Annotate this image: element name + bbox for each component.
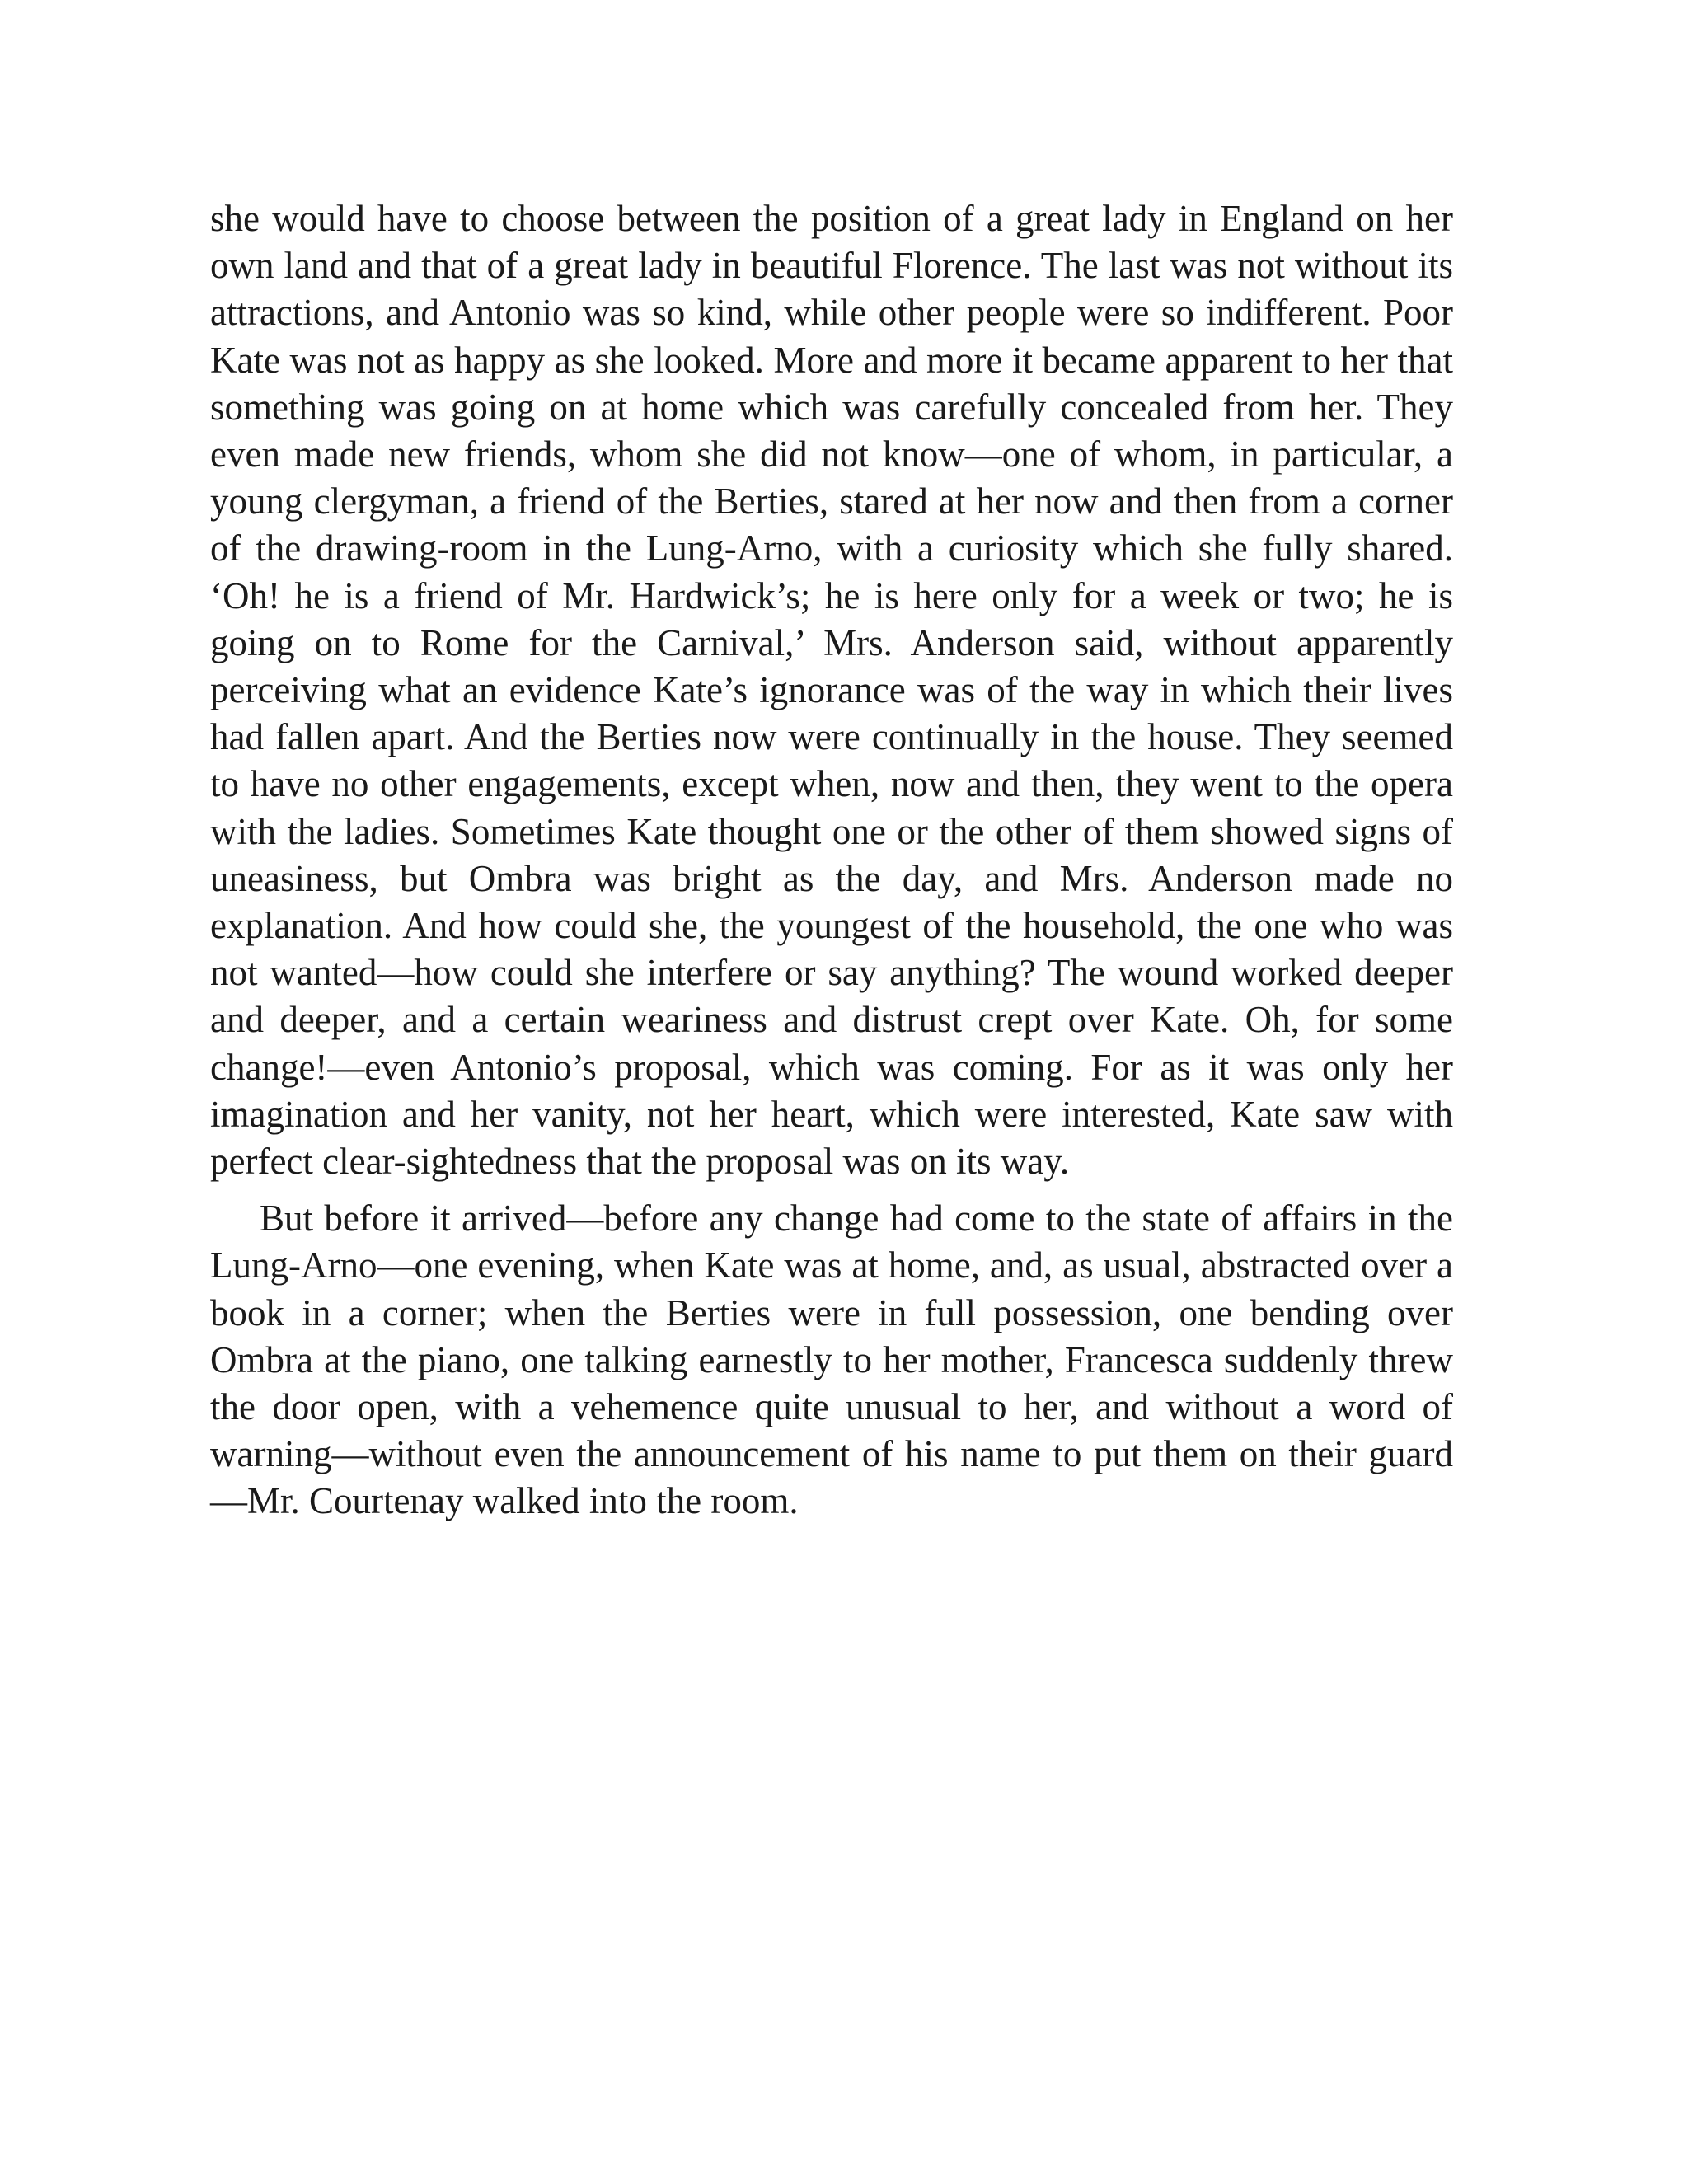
body-text: [210, 195, 1453, 1526]
paragraph-2: But before it arrived—before any change had come to the state of affairs in the Lung-Arno—one evening, when Kate was at home, and, as usual, abstracted over a book in a corner; when the Berties were in full possession, one bending over Ombra at the piano, one talking earnestly to her mother, Francesca suddenly threw the door open, with a vehemence quite unusual to her, and without a word of warning—without even the announcement of his name to put them on their guard—Mr. Courtenay walked into the room.: [210, 1197, 1453, 1522]
paragraph-1: she would have to choose between the position of a great lady in England on her own land and that of a great lady in beautiful Florence. The last was not without its attractions, and Antonio was so kind, while other people were so indifferent. Poor Kate was not as happy as she looked. More and more it became apparent to her that something was going on at home which was carefully concealed from her. They even made new friends, whom she did not know—one of whom, in particular, a young clergyman, a friend of the Berties, stared at her now and then from a corner of the drawing-room in the Lung-Arno, with a curiosity which she fully shared. ‘Oh! he is a friend of Mr. Hardwick’s; he is here only for a week or two; he is going on to Rome for the Carnival,’ Mrs. Anderson said, without apparently perceiving what an evidence Kate’s ignorance was of the way in which their lives had fallen apart. And the Berties now were continually in the house. They seemed to have no other engagements, except when, now and then, they went to the opera with the ladies. Sometimes Kate thought one or the other of them showed signs of uneasiness, but Ombra was bright as the day, and Mrs. Anderson made no explanation. And how could she, the youngest of the household, the one who was not wanted—how could she interfere or say anything? The wound worked deeper and deeper, and a certain weariness and distrust crept over Kate. Oh, for some change!—even Antonio’s proposal, which was coming. For as it was only her imagination and her vanity, not her heart, which were interested, Kate saw with perfect clear-sightedness that the proposal was on its way.: [210, 198, 1453, 1183]
